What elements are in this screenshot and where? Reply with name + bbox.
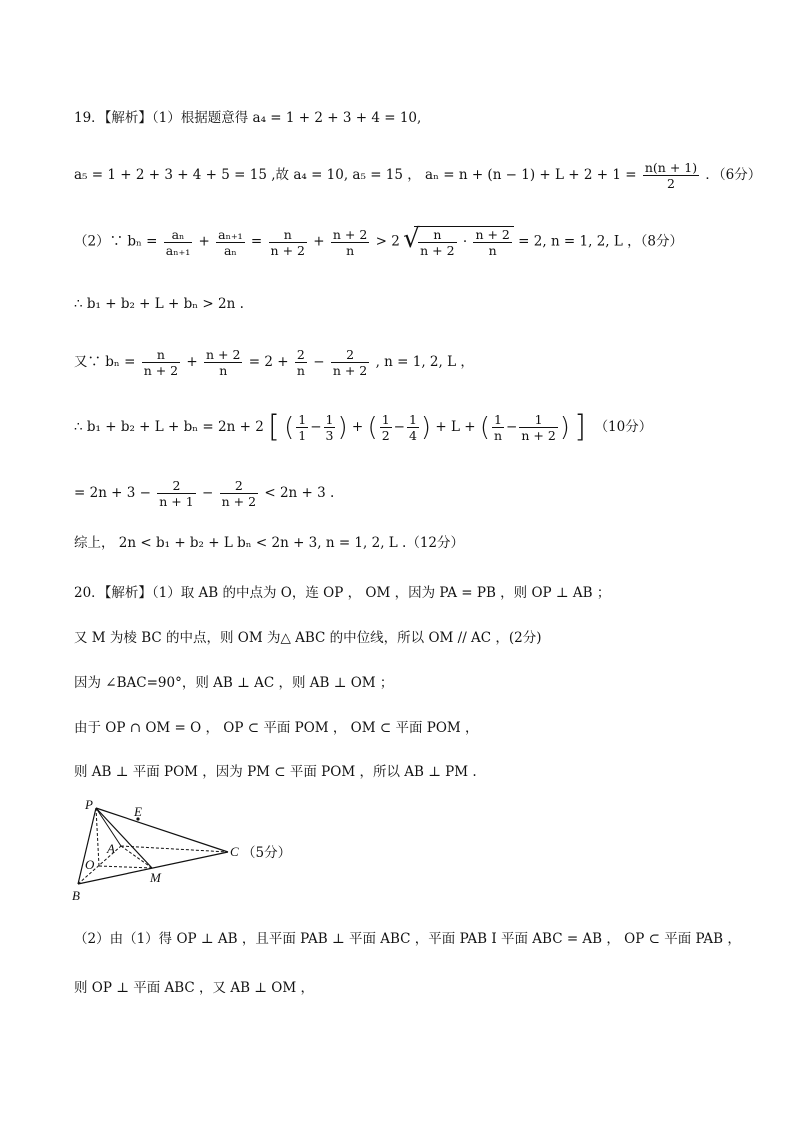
- fraction: $\frac{2}{n}$: [296, 347, 305, 378]
- q19-line-6: ∴ b₁ + b₂ + L + bₙ = 2n + 2 [ ( $\frac{1}{1}$ − $\frac{1}{3}$ ) + ( $\frac{1}{2}$ − $\frac{1}{4}$ ) + L + ( $\frac{1}{n}$ − $\frac{1}{n + 2}$ ) ] （10分）: [74, 409, 653, 445]
- label-O: O: [85, 857, 95, 872]
- fraction: $\frac{n}{n + 2}$: [270, 226, 305, 258]
- fraction: $\frac{2}{n + 2}$: [221, 478, 257, 509]
- label-P: P: [85, 797, 93, 812]
- sqrt: √ $\frac{n}{n + 2}$ · $\frac{n + 2}{n}$: [414, 226, 514, 258]
- fraction: $\frac{2}{n + 2}$: [332, 347, 368, 378]
- label-E: E: [134, 804, 142, 819]
- fraction: $\frac{\text{aₙ}}{\text{aₙ₊₁}}$: [165, 226, 191, 258]
- q19-line-5: 又∵ bₙ = $\frac{n}{n + 2}$ + $\frac{n + 2}{n}$ = 2 + $\frac{2}{n}$ − $\frac{2}{n + 2}$ , n = 1, 2, L ，: [74, 347, 474, 378]
- q19-line-1: 19．【解析】（1）根据题意得 a₄ = 1 + 2 + 3 + 4 = 10,: [74, 110, 422, 126]
- q20-line-4: 由于 OP ∩ OM = O ， OP ⊂ 平面 POM ， OM ⊂ 平面 POM ，: [74, 720, 479, 736]
- fraction: $\frac{n}{n + 2}$: [143, 347, 179, 378]
- q20-line-6: （2）由（1）得 OP ⊥ AB ，且平面 PAB ⊥ 平面 ABC ，平面 PAB I 平面 ABC = AB ， OP ⊂ 平面 PAB ，: [74, 931, 741, 947]
- label-M: M: [150, 870, 161, 885]
- q20-line-1: 20．【解析】（1）取 AB 的中点为 O，连 OP ， OM ，因为 PA = PB ，则 OP ⊥ AB ；: [74, 585, 611, 601]
- q19-line-8: 综上， 2n < b₁ + b₂ + L bₙ < 2n + 3, n = 1, 2, L .（12分）: [74, 535, 465, 551]
- q19-line-4: ∴ b₁ + b₂ + L + bₙ > 2n .: [74, 296, 244, 312]
- q20-line-7: 则 OP ⊥ 平面 ABC ，又 AB ⊥ OM ，: [74, 980, 314, 996]
- label-A: A: [107, 841, 115, 856]
- q19-line-2: a₅ = 1 + 2 + 3 + 4 + 5 = 15 ,故 a₄ = 10, a₅ = 15 ， aₙ = n + (n − 1) + L + 2 + 1 = $\frac{n(n + 1)}{2}$ ．（6分）: [74, 160, 762, 191]
- q19-line-7: = 2n + 3 − $\frac{2}{n + 1}$ − $\frac{2}{n + 2}$ < 2n + 3 .: [74, 478, 335, 509]
- fraction: $\frac{2}{n + 1}$: [159, 478, 194, 509]
- q20-line-5: 则 AB ⊥ 平面 POM ，因为 PM ⊂ 平面 POM ，所以 AB ⊥ PM .: [74, 764, 477, 780]
- q19-line-3: （2）∵ bₙ = $\frac{\text{aₙ}}{\text{aₙ₊₁}}$ + $\frac{\text{aₙ₊₁}}{\text{aₙ}}$ = $\frac{n}{n + 2}$ + $\frac{n + 2}{n}$ > 2 √ $\frac{n}{n + 2}$ · $\frac{n + 2}{n}$ = 2, n = 1, 2, L ，（8分）: [74, 226, 683, 258]
- label-C: C: [230, 844, 239, 859]
- q20-line-3: 因为 ∠BAC=90°，则 AB ⊥ AC ，则 AB ⊥ OM ；: [74, 675, 394, 691]
- q20-line-2: 又 M 为棱 BC 的中点，则 OM 为△ ABC 的中位线，所以 OM // AC ，(2分): [74, 630, 542, 646]
- fraction: $\frac{n + 2}{n}$: [206, 347, 241, 378]
- fraction: $\frac{\text{aₙ₊₁}}{\text{aₙ}}$: [218, 226, 243, 258]
- figure-score: （5分）: [242, 845, 292, 861]
- fraction: $\frac{n + 2}{n}$: [332, 226, 368, 258]
- label-B: B: [72, 888, 80, 903]
- fraction: $\frac{n(n + 1)}{2}$: [644, 160, 698, 191]
